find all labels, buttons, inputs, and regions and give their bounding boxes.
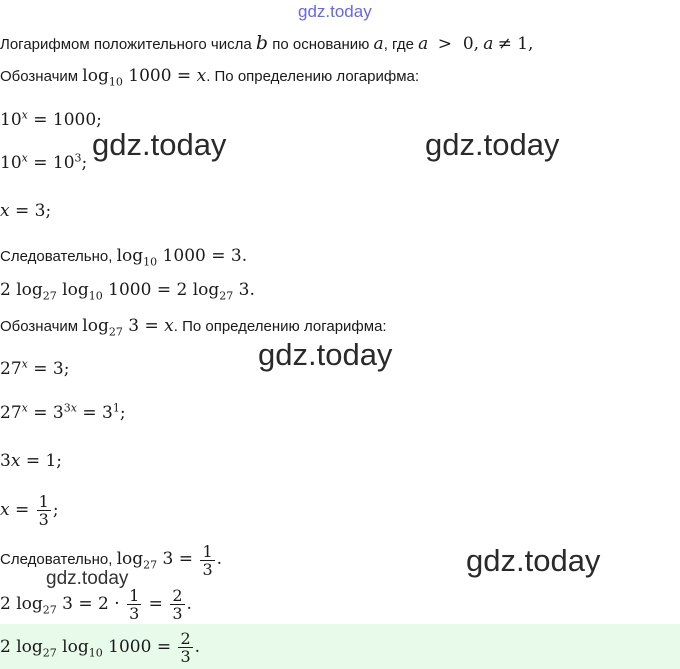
denote-line-1: Обозначим $\log_{10} 1000 = x$. По определению логарифма: [0,66,420,89]
equation-1: $10^x = 1000$; [0,108,102,130]
equation-9: 2 $\log_{27} 3 = 2$ · $\frac{1}{3}$ = $\frac{2}{3}$ . [0,586,192,623]
equation-3: x = 3; [0,201,52,221]
final-answer: 2 $\log_{27} \log_{10} 1000$ = $\frac{2}{3}$ . [0,629,201,666]
watermark: gdz.today [46,568,129,589]
denote-line-2: Обозначим $\log_{27} 3 = x$. По определению логарифма: [0,316,387,339]
equation-5: $27^x = 3$; [0,357,70,379]
watermark: gdz.today [258,337,393,372]
conclusion-1: Следовательно, $\log_{10} 1000 = 3$. [0,246,248,269]
equation-7: 3x = 1; [0,451,63,471]
watermark: gdz.today [466,543,601,578]
watermark: gdz.today [92,127,227,162]
equation-2: $10^x = 10^3$; [0,151,88,173]
equation-8: x = $\frac{1}{3}$ ; [0,492,59,529]
watermark-top: gdz.today [298,2,372,21]
watermark: gdz.today [425,127,560,162]
conclusion-2: Следовательно, $\log_{27} 3$ = $\frac{1}{3}$ . [0,541,223,579]
equation-6: $27^x = 3^{3x} = 3^1$; [0,401,126,423]
definition-line: Логарифмом положительного числа b по основанию a, где a > 0, a ≠ 1, [0,32,534,54]
equation-4: 2 $\log_{27} \log_{10} 1000 = 2$ $\log_{27} 3$. [0,280,255,303]
